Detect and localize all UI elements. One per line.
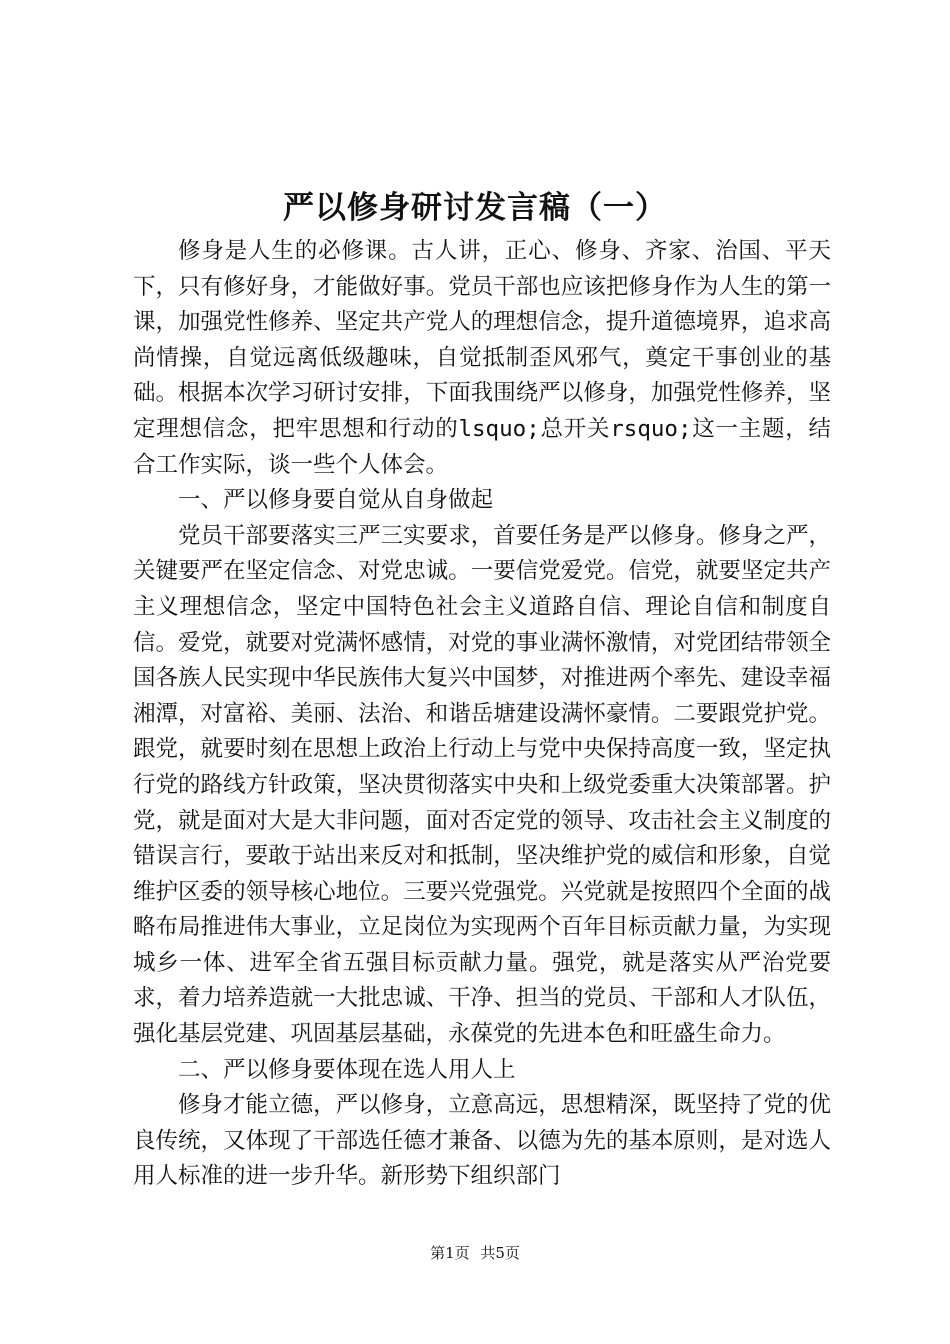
page-number: 第1页 [430, 1244, 470, 1262]
section-heading-1: 一、严以修身要自觉从自身做起 [178, 487, 494, 514]
paragraph-intro: 修身是人生的必修课。古人讲，正心、修身、齐家、治国、平天下，只有修好身，才能做好事。党员干部也应该把修身作为人生的第一课，加强党性修养、坚定共产党人的理想信念，提升道德境界，追求高尚情操，自觉远离低级趣味，自觉抵制歪风邪气，奠定干事创业的基础。根据本次学习研讨安排，下面我围绕严以修身，加强党性修养，坚定理想信念，把牢思想和行动的lsquo;总开关rsquo;这一主题，结合工作实际，谈一些个人体会。 [133, 238, 831, 478]
page-total: 共5页 [480, 1244, 520, 1262]
section-heading-2: 二、严以修身要体现在选人用人上 [178, 1056, 516, 1083]
paragraph-section-1: 党员干部要落实三严三实要求，首要任务是严以修身。修身之严，关键要严在坚定信念、对党忠诚。一要信党爱党。信党，就要坚定共产主义理想信念，坚定中国特色社会主义道路自信、理论自信和制度自信。爱党，就要对党满怀感情，对党的事业满怀激情，对党团结带领全国各族人民实现中华民族伟大复兴中国梦，对推进两个率先、建设幸福湘潭，对富裕、美丽、法治、和谐岳塘建设满怀豪情。二要跟党护党。跟党，就要时刻在思想上政治上行动上与党中央保持高度一致，坚定执行党的路线方针政策，坚决贯彻落实中央和上级党委重大决策部署。护党，就是面对大是大非问题，面对否定党的领导、攻击社会主义制度的错误言行，要敢于站出来反对和抵制，坚决维护党的威信和形象，自觉维护区委的领导核心地位。三要兴党强党。兴党就是按照四个全面的战略布局推进伟大事业，立足岗位为实现两个百年目标贡献力量，为实现城乡一体、进军全省五强目标贡献力量。强党，就是落实从严治党要求，着力培养造就一大批忠诚、干净、担当的党员、干部和人才队伍，强化基层党建、巩固基层基础，永葆党的先进本色和旺盛生命力。 [133, 522, 831, 1048]
page-footer [0, 1243, 950, 1263]
document-body [133, 234, 831, 1195]
paragraph-section-2: 修身才能立德，严以修身，立意高远，思想精深，既坚持了党的优良传统，又体现了干部选任德才兼备、以德为先的基本原则，是对选人用人标准的进一步升华。新形势下组织部门 [133, 1092, 831, 1190]
document-title: 严以修身研讨发言稿（一） [283, 190, 667, 226]
